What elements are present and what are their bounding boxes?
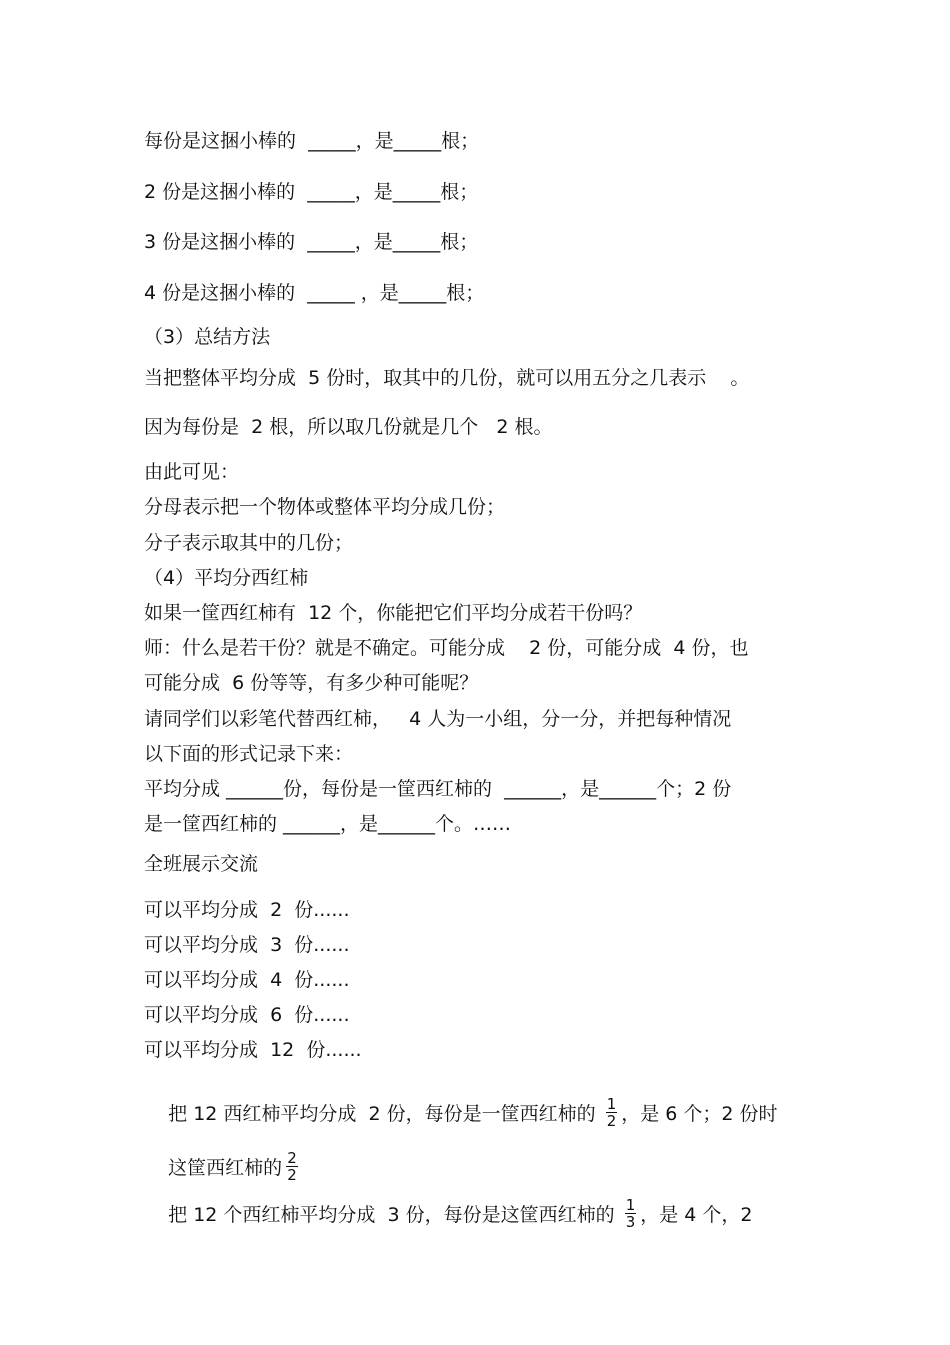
list-item: 可以平均分成 4 份...... <box>144 969 350 991</box>
text-line: 全班展示交流 <box>144 853 259 875</box>
text-line: 当把整体平均分成 5 份时，取其中的几份，就可以用五分之几表示 。 <box>144 367 750 389</box>
list-item: 可以平均分成 2 份...... <box>144 899 350 921</box>
text-segment: 这筐西红柿的 <box>168 1157 283 1179</box>
text-line: 分母表示把一个物体或整体平均分成几份； <box>144 496 506 518</box>
text-line: 请同学们以彩笔代替西红柿， 4 人为一小组，分一分，并把每种情况 <box>144 708 732 730</box>
list-item: 可以平均分成 3 份...... <box>144 934 350 956</box>
fraction-numerator: 2 <box>287 1149 297 1167</box>
fraction-numerator: 1 <box>606 1095 617 1113</box>
list-item: 可以平均分成 12 份...... <box>144 1039 362 1061</box>
text-line: 以下面的形式记录下来： <box>144 743 354 765</box>
text-line: 平均分成 ______份，每份是一筐西红柿的 ______，是______个；2 份 <box>144 778 732 800</box>
list-item: 可以平均分成 6 份...... <box>144 1004 350 1026</box>
text-line: 由此可见： <box>144 461 240 483</box>
text-line: 师：什么是若干份？就是不确定。可能分成 2 份，可能分成 4 份，也 <box>144 637 749 659</box>
text-line: 如果一筐西红柿有 12 个，你能把它们平均分成若干份吗？ <box>144 602 643 624</box>
text-line-with-fraction <box>144 1175 753 1256</box>
text-line: 分子表示取其中的几份； <box>144 532 354 554</box>
text-line: 因为每份是 2 根，所以取几份就是几个 2 根。 <box>144 416 553 438</box>
text-line: 2 份是这捆小棒的 _____，是_____根； <box>144 181 479 203</box>
fraction-denominator: 2 <box>606 1112 617 1130</box>
text-segment: 把 12 个西红柿平均分成 3 份，每份是这筐西红柿的 <box>168 1204 621 1226</box>
text-segment: ，是 6 个；2 份时 <box>621 1103 778 1125</box>
section-heading: （3）总结方法 <box>144 326 271 348</box>
fraction <box>625 1197 637 1230</box>
text-segment: 把 12 西红柿平均分成 2 份，每份是一筐西红柿的 <box>168 1103 602 1125</box>
text-line: 每份是这捆小棒的 _____，是_____根； <box>144 130 480 152</box>
text-line: 4 份是这捆小棒的 _____ ，是_____根； <box>144 282 485 304</box>
text-line: 可能分成 6 份等等，有多少种可能呢？ <box>144 672 479 694</box>
fraction-numerator: 1 <box>625 1196 636 1214</box>
text-segment: ，是 4 个，2 <box>640 1204 753 1226</box>
fraction <box>606 1096 618 1129</box>
text-line: 是一筐西红柿的 ______，是______个。…… <box>144 813 512 835</box>
section-heading: （4）平均分西红柿 <box>144 567 309 589</box>
fraction-denominator: 3 <box>625 1213 636 1231</box>
text-line: 3 份是这捆小棒的 _____，是_____根； <box>144 231 479 253</box>
fraction-denominator: 2 <box>287 1166 297 1184</box>
